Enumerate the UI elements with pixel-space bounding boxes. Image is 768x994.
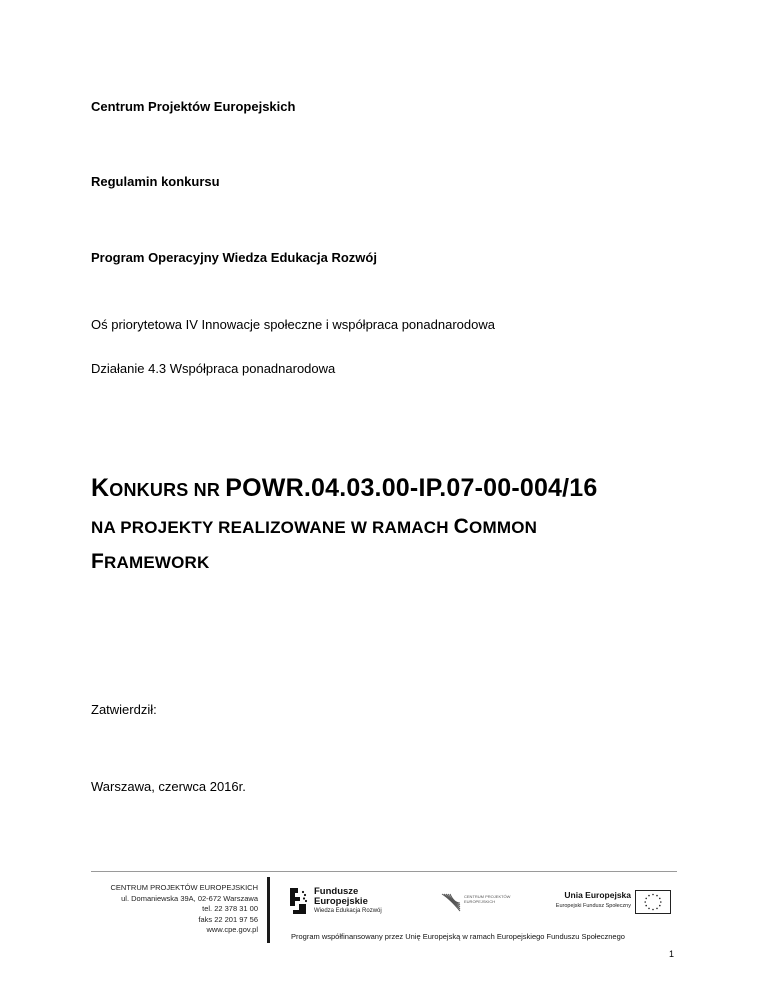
footer-divider <box>91 871 677 872</box>
title-competition-number: POWR.04.03.00-IP.07-00-004/16 <box>225 474 598 502</box>
title-line-2 <box>91 515 537 539</box>
footer-address-website: www.cpe.gov.pl <box>206 925 258 934</box>
approved-label: Zatwierdził: <box>91 702 157 717</box>
title-ommon: OMMON <box>469 518 538 537</box>
footer-address-name: CENTRUM PROJEKTÓW EUROPEJSKICH <box>110 883 258 892</box>
title-ramework: RAMEWORK <box>104 553 210 572</box>
fe-logo-line-2: Europejskie <box>314 896 368 907</box>
footer-vertical-separator <box>267 877 270 943</box>
institution-name: Centrum Projektów Europejskich <box>91 99 296 114</box>
footer-address-street: ul. Domaniewska 39A, 02-672 Warszawa <box>121 893 258 903</box>
title-initial-c: C <box>453 515 470 538</box>
cpe-swoosh-logo-icon <box>440 891 464 913</box>
title-konkurs-nr: ONKURS NR <box>109 480 226 500</box>
place-date: Warszawa, czerwca 2016r. <box>91 779 246 794</box>
ue-logo-line-1: Unia Europejska <box>564 890 631 900</box>
page-number: 1 <box>669 949 675 959</box>
eu-flag-icon <box>635 890 671 914</box>
title-initial-k: K <box>91 474 110 502</box>
footer-address-phone: tel. 22 378 31 00 <box>202 904 258 913</box>
cpe-logo-text <box>464 894 510 904</box>
ue-logo-line-2: Europejski Fundusz Społeczny <box>555 903 631 909</box>
program-name: Program Operacyjny Wiedza Edukacja Rozwój <box>91 250 377 265</box>
title-na-projekty: NA PROJEKTY REALIZOWANE W RAMACH <box>91 518 454 537</box>
priority-axis: Oś priorytetowa IV Innowacje społeczne i współpraca ponadnarodowa <box>91 317 495 332</box>
cpe-logo-line-1: CENTRUM PROJEKTÓW <box>464 894 511 899</box>
fe-logo-line-1: Fundusze <box>314 886 359 897</box>
title-line-1 <box>91 474 598 503</box>
cofinance-statement: Program współfinansowany przez Unię Europejską w ramach Europejskiego Funduszu Społecznego <box>291 932 625 941</box>
title-line-3 <box>91 550 210 574</box>
footer-address <box>110 883 258 936</box>
measure: Działanie 4.3 Współpraca ponadnarodowa <box>91 361 336 376</box>
title-initial-f: F <box>91 550 105 573</box>
fe-logo-line-3: Wiedza Edukacja Rozwój <box>314 908 382 914</box>
document-type: Regulamin konkursu <box>91 174 220 189</box>
fundusze-europejskie-logo-icon <box>287 886 309 916</box>
cpe-logo-line-2: EUROPEJSKICH <box>464 899 496 904</box>
footer-address-fax: faks 22 201 97 56 <box>198 914 258 924</box>
